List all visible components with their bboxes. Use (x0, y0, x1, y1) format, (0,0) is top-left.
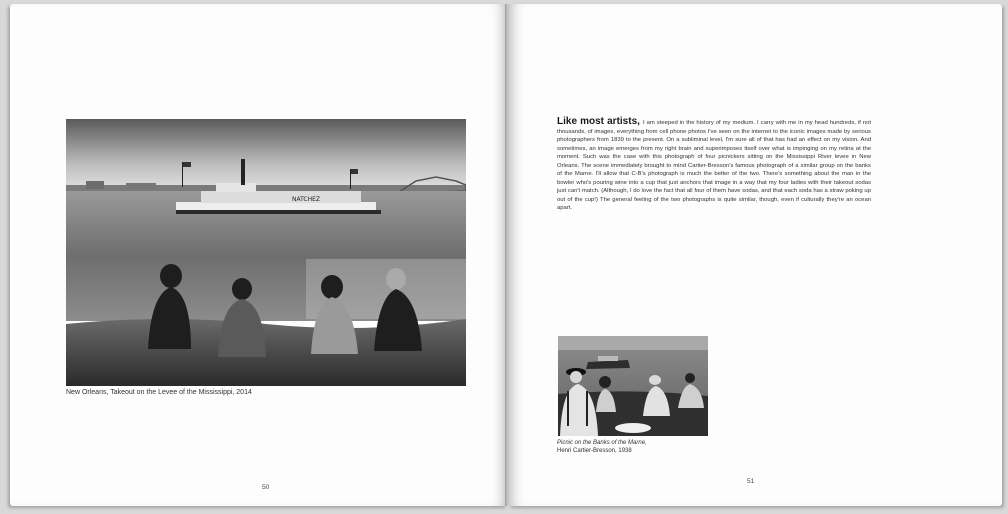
essay-lead-in: Like most artists, (557, 116, 644, 127)
essay-paragraph (557, 118, 871, 213)
left-page (10, 4, 507, 506)
page-number-right: 51 (747, 478, 755, 485)
marne-picnic-photo (558, 336, 708, 436)
new-orleans-levee-photo (66, 119, 466, 386)
marne-photo-caption (557, 439, 647, 455)
photo-caption: New Orleans, Takeout on the Levee of the Mississippi, 2014 (66, 389, 252, 396)
essay-body: I am steeped in the history of my medium. I carry with me in my head hundreds, if not thousands, of images, everything from cell phone photos I've seen on the internet to the iconic images made by serious photographers from 1839 to the present. On a subliminal level, I'm sure all of that has had an effect on my vision. And sometimes, an image emerges from my right brain and superimposes itself over what is impinging on my retina at the moment. Such was the case with this photograph of four picnickers sitting on the Mississippi River levee in New Orleans. The scene immediately brought to mind Cartier-Bresson's famous photograph of a similar group on the banks of the Marne. I'll allow that C-B's photograph is much the better of the two. There's something about the man in the bowler who's pouring wine into a cup that just anchors that image in a way that my four ladies with their takeout sodas just can't match. (Although, I do love the fact that all four of them have sodas, and that each soda has a straw poking up out of the cup!) The general feeling of the two photographs is quite similar, though, even if culturally they're an ocean apart. (557, 120, 871, 212)
marne-caption-title: Picnic on the Banks of the Marne, (557, 440, 647, 446)
right-page (509, 4, 1002, 506)
boat-name-text: NATCHEZ (291, 196, 321, 203)
page-number-left: 50 (262, 484, 270, 491)
marne-caption-credit: Henri Cartier-Bresson, 1938 (557, 448, 632, 454)
